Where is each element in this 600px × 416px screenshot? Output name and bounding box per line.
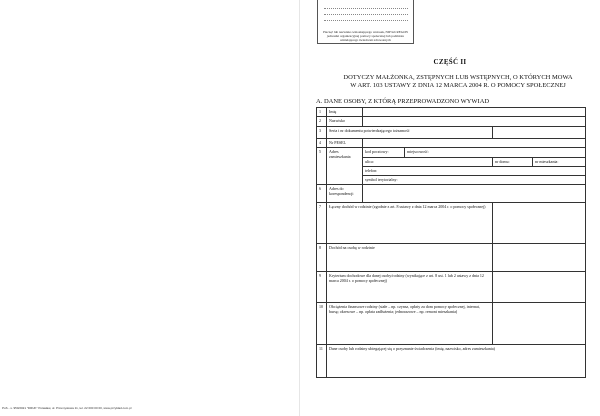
- income-criterion-field[interactable]: [493, 272, 586, 303]
- section-a-heading: A. DANE OSOBY, Z KTÓRĄ PRZEPROWADZONO WYWIAD: [316, 98, 490, 105]
- row-number: 2: [317, 117, 327, 126]
- total-income-label: Łączny dochód w rodzinie (zgodnie z art. 8 ustawy z dnia 12 marca 2004 r. o pomocy społecznej): [327, 203, 493, 244]
- phone-field[interactable]: telefon:: [363, 166, 586, 175]
- row-number: 11: [317, 344, 327, 377]
- financial-burdens-label: Obciążenia finansowe rodziny (stałe – np. czynsz, opłaty za dom pomocy społecznej, internat, bursę; okresowe – np. opłata zadłużenia; jednorazowe – np. remont mieszkania): [327, 303, 493, 344]
- subtitle-line-1: DOTYCZY MAŁŻONKA, ZSTĘPNYCH LUB WSTĘPNYCH, O KTÓRYCH MOWA: [343, 74, 573, 81]
- flat-number-field[interactable]: nr mieszkania:: [533, 157, 586, 166]
- row-number: 6: [317, 185, 327, 203]
- stamp-line: [324, 14, 408, 15]
- financial-burdens-field[interactable]: [493, 303, 586, 344]
- income-per-person-field[interactable]: [493, 244, 586, 272]
- subtitle-line-2: W ART. 103 USTAWY Z DNIA 12 MARCA 2004 R. O POMOCY SPOŁECZNEJ: [350, 82, 566, 89]
- stamp-box: [317, 0, 414, 44]
- printer-footer: PoS - s. 950/2021 "DRUK" Potasław, ul. Przemysłowa 11, tel. 22 000 00 00, www.przykład.com.pl: [2, 406, 132, 410]
- id-document-field[interactable]: [493, 126, 586, 138]
- row-number: 1: [317, 108, 327, 117]
- city-field[interactable]: miejscowość:: [405, 148, 586, 157]
- row-number: 10: [317, 303, 327, 344]
- stamp-line: [324, 20, 408, 21]
- last-name-label: Nazwisko: [327, 117, 363, 126]
- postal-code-field[interactable]: kod pocztowy:: [363, 148, 405, 157]
- subtitle: [308, 74, 600, 90]
- stamp-line: [324, 8, 408, 9]
- street-field[interactable]: ulica:: [363, 157, 493, 166]
- first-name-label: Imię: [327, 108, 363, 117]
- stamp-caption: Pieczęć lub nazwisko wnioskującego wniosek, NIP lub REGON jednostki organizacyjnej pomocy społecznej lub podmiotu udzielającego świadczeń zdrowotnych: [323, 30, 408, 42]
- last-name-field[interactable]: [363, 117, 586, 126]
- income-per-person-label: Dochód na osobę w rodzinie: [327, 244, 493, 272]
- row-number: 3: [317, 126, 327, 138]
- correspondence-address-label: Adres do korespondencji: [327, 185, 363, 203]
- row-number: 9: [317, 272, 327, 303]
- total-income-field[interactable]: [493, 203, 586, 244]
- house-number-field[interactable]: nr domu:: [493, 157, 533, 166]
- row-number: 8: [317, 244, 327, 272]
- pesel-label: Nr PESEL: [327, 139, 363, 148]
- applicant-data-field[interactable]: [327, 344, 586, 377]
- interview-form-table: [316, 107, 586, 378]
- income-criterion-label: Kryterium dochodowe dla danej osoby/rodziny (wynikające z art. 8 ust. 1 lub 2 ustawy z dnia 12 marca 2004 r. o pomocy społecznej): [327, 272, 493, 303]
- part-title: CZĘŚĆ II: [433, 58, 467, 66]
- row-number: 7: [317, 203, 327, 244]
- address-label: Adres zamieszkania: [327, 148, 363, 185]
- applicant-data-label: Dane osoby lub rodziny ubiegającej się o przyznanie świadczenia (imię, nazwisko, adres zamieszkania): [329, 345, 495, 351]
- first-name-field[interactable]: [363, 108, 586, 117]
- pesel-field[interactable]: [363, 139, 586, 148]
- territorial-symbol-field[interactable]: symbol terytorialny:: [363, 176, 586, 185]
- correspondence-address-field[interactable]: [363, 185, 586, 203]
- id-document-label: Seria i nr dokumentu potwierdzającego tożsamość: [327, 126, 493, 138]
- row-number: 4: [317, 139, 327, 148]
- row-number: 5: [317, 148, 327, 185]
- left-blank-page: [0, 0, 298, 416]
